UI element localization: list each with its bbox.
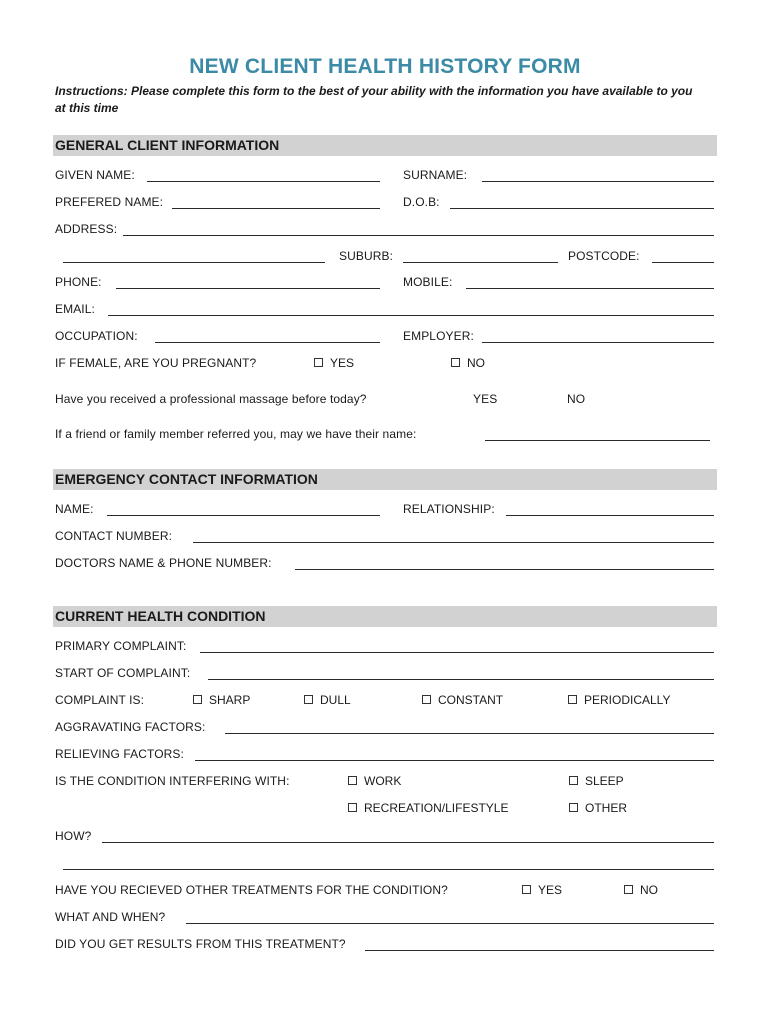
pregnant-yes-label: YES [330,356,355,370]
phone-label: PHONE: [55,275,102,289]
aggravating-field[interactable] [225,733,714,734]
periodically-label: PERIODICALLY [584,693,671,707]
employer-field[interactable] [482,342,714,343]
results-label: DID YOU GET RESULTS FROM THIS TREATMENT? [55,937,346,951]
doctors-field[interactable] [295,569,714,570]
start-complaint-field[interactable] [208,679,714,680]
postcode-label: POSTCODE: [568,249,640,263]
interfering-label: IS THE CONDITION INTERFERING WITH: [55,774,290,788]
how-label: HOW? [55,829,92,843]
emergency-name-field[interactable] [107,515,380,516]
surname-label: SURNAME: [403,168,468,182]
checkbox-icon[interactable] [422,695,431,704]
address-line-2-field[interactable] [63,262,325,263]
sleep-label: SLEEP [585,774,624,788]
checkbox-icon[interactable] [348,776,357,785]
treatments-no-label: NO [640,883,658,897]
checkbox-icon[interactable] [451,358,460,367]
form-title: NEW CLIENT HEALTH HISTORY FORM [189,55,581,78]
relationship-field[interactable] [506,515,714,516]
instructions: Instructions: Please complete this form to the best of your ability with the information you have available to you at this time [55,84,693,115]
pregnant-no-option[interactable] [451,356,485,370]
contact-number-label: CONTACT NUMBER: [55,529,173,543]
referral-name-field[interactable] [485,440,710,441]
constant-option[interactable] [422,693,503,707]
massage-yes-option[interactable]: YES [473,392,498,406]
occupation-label: OCCUPATION: [55,329,138,343]
other-treatments-question: HAVE YOU RECIEVED OTHER TREATMENTS FOR THE CONDITION? [55,883,448,897]
primary-complaint-label: PRIMARY COMPLAINT: [55,639,187,653]
how-field-line-2[interactable] [63,869,714,870]
employer-label: EMPLOYER: [403,329,474,343]
treatments-no-option[interactable] [624,883,658,897]
suburb-field[interactable] [403,262,558,263]
address-field[interactable] [123,235,714,236]
treatments-yes-label: YES [538,883,563,897]
referral-question: If a friend or family member referred you, may we have their name: [55,427,417,441]
constant-label: CONSTANT [438,693,504,707]
results-field[interactable] [365,950,714,951]
dob-field[interactable] [450,208,714,209]
recreation-label: RECREATION/LIFESTYLE [364,801,509,815]
mobile-field[interactable] [466,288,714,289]
pregnant-yes-option[interactable] [314,356,354,370]
section-health-header: CURRENT HEALTH CONDITION [53,606,717,627]
email-field[interactable] [108,315,714,316]
work-label: WORK [364,774,402,788]
what-when-field[interactable] [186,923,714,924]
checkbox-icon[interactable] [304,695,313,704]
sharp-option[interactable] [193,693,250,707]
massage-no-option[interactable]: NO [567,392,586,406]
sleep-option[interactable] [569,774,624,788]
start-complaint-label: START OF COMPLAINT: [55,666,191,680]
what-when-label: WHAT AND WHEN? [55,910,166,924]
dull-option[interactable] [304,693,351,707]
checkbox-icon[interactable] [314,358,323,367]
given-name-label: GIVEN NAME: [55,168,135,182]
relationship-label: RELATIONSHIP: [403,502,495,516]
checkbox-icon[interactable] [624,885,633,894]
checkbox-icon[interactable] [348,803,357,812]
aggravating-label: AGGRAVATING FACTORS: [55,720,206,734]
address-label: ADDRESS: [55,222,118,236]
dob-label: D.O.B: [403,195,440,209]
pregnant-no-label: NO [467,356,485,370]
phone-field[interactable] [116,288,380,289]
contact-number-field[interactable] [193,542,714,543]
work-option[interactable] [348,774,401,788]
mobile-label: MOBILE: [403,275,453,289]
massage-question: Have you received a professional massage before today? [55,392,367,406]
occupation-field[interactable] [155,342,380,343]
checkbox-icon[interactable] [522,885,531,894]
relieving-label: RELIEVING FACTORS: [55,747,184,761]
section-general-header: GENERAL CLIENT INFORMATION [53,135,717,156]
checkbox-icon[interactable] [193,695,202,704]
treatments-yes-option[interactable] [522,883,562,897]
suburb-label: SUBURB: [339,249,394,263]
relieving-field[interactable] [195,760,714,761]
primary-complaint-field[interactable] [200,652,714,653]
periodically-option[interactable] [568,693,670,707]
emergency-name-label: NAME: [55,502,94,516]
postcode-field[interactable] [652,262,714,263]
pregnant-question: IF FEMALE, ARE YOU PREGNANT? [55,356,257,370]
complaint-is-label: COMPLAINT IS: [55,693,145,707]
checkbox-icon[interactable] [569,803,578,812]
sharp-label: SHARP [209,693,251,707]
how-field[interactable] [102,842,714,843]
prefered-name-label: PREFERED NAME: [55,195,164,209]
prefered-name-field[interactable] [172,208,380,209]
other-option[interactable] [569,801,627,815]
section-emergency-header: EMERGENCY CONTACT INFORMATION [53,469,717,490]
recreation-option[interactable] [348,801,508,815]
other-label: OTHER [585,801,627,815]
given-name-field[interactable] [147,181,380,182]
dull-label: DULL [320,693,351,707]
checkbox-icon[interactable] [568,695,577,704]
checkbox-icon[interactable] [569,776,578,785]
doctors-label: DOCTORS NAME & PHONE NUMBER: [55,556,272,570]
surname-field[interactable] [482,181,714,182]
email-label: EMAIL: [55,302,95,316]
